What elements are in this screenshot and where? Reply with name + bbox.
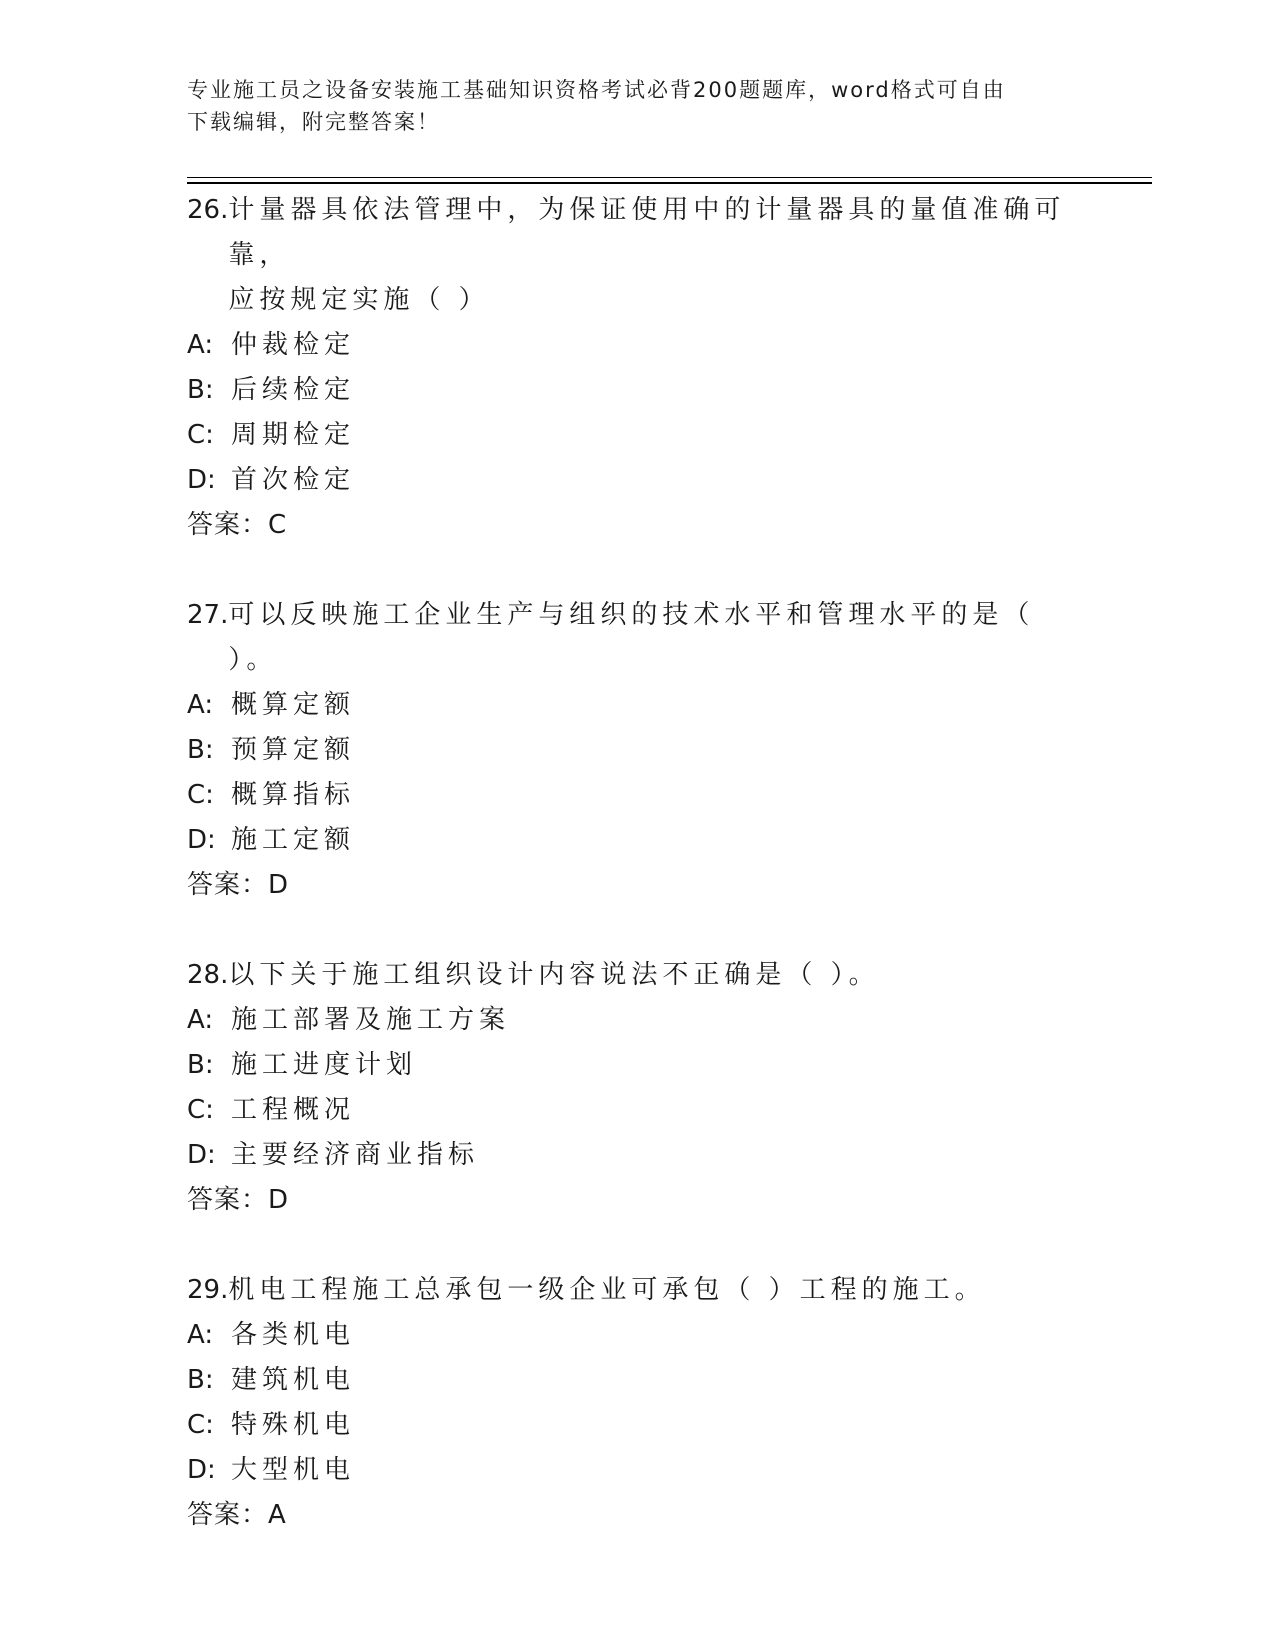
answer-line: 答案：A — [187, 1500, 287, 1530]
question-28 — [187, 953, 1087, 1223]
question-27 — [187, 593, 1087, 908]
question-26 — [187, 188, 1087, 548]
header-line-2: 下载编辑，附完整答案！ — [187, 110, 440, 134]
option-text: 仲裁检定 — [231, 330, 356, 360]
option-text: 施工进度计划 — [231, 1050, 418, 1080]
option-text: 主要经济商业指标 — [231, 1140, 480, 1170]
option-a — [187, 683, 1087, 728]
answer-line: 答案：D — [187, 1185, 290, 1215]
option-key: C: — [187, 780, 214, 810]
option-text: 各类机电 — [231, 1320, 356, 1350]
option-text: 特殊机电 — [231, 1410, 356, 1440]
question-stem — [187, 1268, 1087, 1313]
question-text-line: 可以反映施工企业生产与组织的技术水平和管理水平的是（ ）。 — [228, 600, 1035, 675]
question-number: 26. — [187, 195, 229, 225]
answer-line: 答案：D — [187, 870, 290, 900]
option-text: 预算定额 — [231, 735, 356, 765]
option-key: D: — [187, 465, 216, 495]
option-b — [187, 368, 1087, 413]
option-key: C: — [187, 1095, 214, 1125]
option-d — [187, 1448, 1087, 1493]
option-c — [187, 773, 1087, 818]
header-divider-thick — [187, 182, 1152, 184]
option-key: B: — [187, 375, 214, 405]
option-text: 概算定额 — [231, 690, 356, 720]
question-29 — [187, 1268, 1087, 1538]
document-header — [187, 74, 1087, 138]
answer-line: 答案：C — [187, 510, 288, 540]
option-d — [187, 1133, 1087, 1178]
option-key: D: — [187, 825, 216, 855]
option-b — [187, 1358, 1087, 1403]
option-text: 工程概况 — [231, 1095, 356, 1125]
question-text — [228, 593, 1087, 683]
option-text: 首次检定 — [231, 465, 356, 495]
question-number: 28. — [187, 960, 229, 990]
question-stem — [187, 188, 1087, 323]
header-line-1: 专业施工员之设备安装施工基础知识资格考试必背200题题库，word格式可自由 — [187, 78, 1006, 102]
option-key: B: — [187, 735, 214, 765]
option-key: C: — [187, 1410, 214, 1440]
option-b — [187, 728, 1087, 773]
question-text — [228, 1268, 1087, 1313]
option-key: A: — [187, 690, 214, 720]
option-key: A: — [187, 1005, 214, 1035]
option-text: 大型机电 — [231, 1455, 356, 1485]
option-key: D: — [187, 1455, 216, 1485]
question-stem — [187, 953, 1087, 998]
option-key: A: — [187, 330, 214, 360]
question-number: 29. — [187, 1275, 229, 1305]
option-d — [187, 818, 1087, 863]
option-c — [187, 1403, 1087, 1448]
option-text: 施工定额 — [231, 825, 356, 855]
option-c — [187, 413, 1087, 458]
option-text: 周期检定 — [231, 420, 356, 450]
question-text — [228, 188, 1087, 323]
question-text — [228, 953, 1087, 998]
option-key: A: — [187, 1320, 214, 1350]
question-text-line: 应按规定实施（ ） — [228, 285, 490, 315]
option-d — [187, 458, 1087, 503]
option-a — [187, 1313, 1087, 1358]
option-a — [187, 998, 1087, 1043]
question-list — [187, 188, 1087, 1583]
header-divider-thin — [187, 177, 1152, 178]
option-c — [187, 1088, 1087, 1133]
option-key: C: — [187, 420, 214, 450]
option-key: D: — [187, 1140, 216, 1170]
question-text-line: 以下关于施工组织设计内容说法不正确是（ ）。 — [228, 960, 880, 990]
question-number: 27. — [187, 600, 229, 630]
question-stem — [187, 593, 1087, 683]
question-text-line: 计量器具依法管理中，为保证使用中的计量器具的量值准确可靠， — [228, 195, 1066, 270]
option-key: B: — [187, 1050, 214, 1080]
option-text: 概算指标 — [231, 780, 356, 810]
option-b — [187, 1043, 1087, 1088]
option-text: 施工部署及施工方案 — [231, 1005, 511, 1035]
option-a — [187, 323, 1087, 368]
option-key: B: — [187, 1365, 214, 1395]
question-text-line: 机电工程施工总承包一级企业可承包（ ）工程的施工。 — [228, 1275, 986, 1305]
option-text: 后续检定 — [231, 375, 356, 405]
option-text: 建筑机电 — [231, 1365, 356, 1395]
